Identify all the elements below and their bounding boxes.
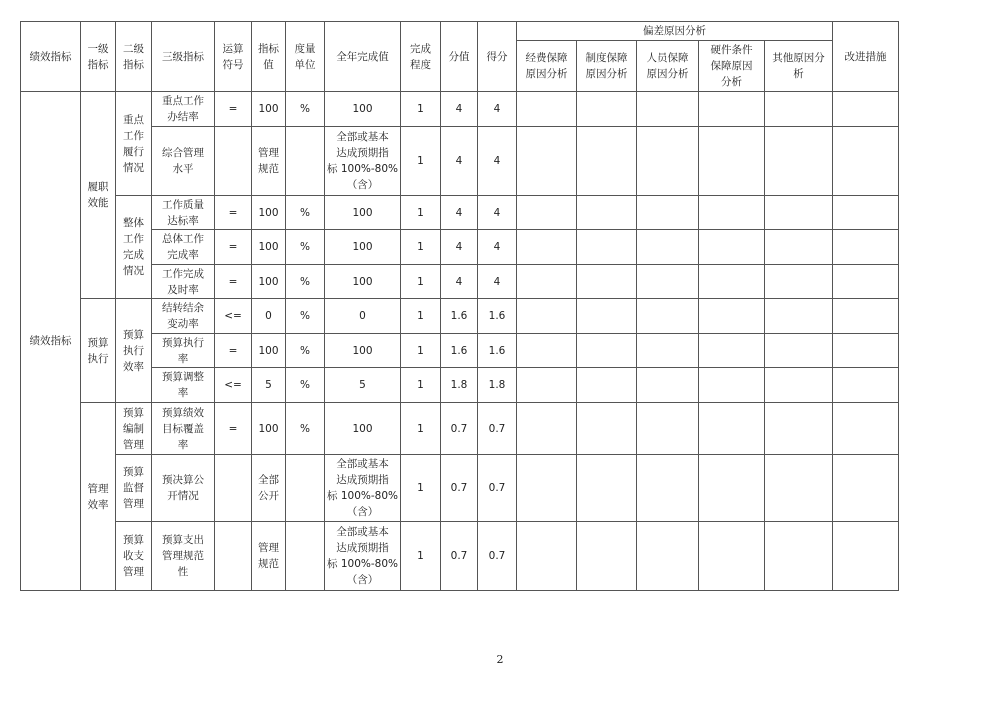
dev-funding-cell [517, 265, 577, 299]
l1-duty-efficiency: 履职 效能 [81, 92, 116, 299]
improvement-cell [833, 230, 899, 265]
header-deviation: 偏差原因分析 [517, 22, 833, 41]
target-cell: 100 [252, 334, 286, 368]
dev-system-cell [577, 368, 637, 403]
dev-hardware-cell [699, 196, 765, 230]
dev-hardware-cell [699, 265, 765, 299]
l3-cell: 预算调整 率 [152, 368, 215, 403]
annual-cell: 0 [325, 299, 401, 334]
improvement-cell [833, 368, 899, 403]
completion-cell: 1 [401, 299, 441, 334]
table-row [21, 265, 899, 299]
completion-cell: 1 [401, 334, 441, 368]
score-value-cell: 0.7 [441, 455, 478, 522]
dev-funding-cell [517, 92, 577, 127]
unit-cell: % [286, 265, 325, 299]
operator-cell: = [215, 230, 252, 265]
completion-cell: 1 [401, 92, 441, 127]
l3-cell: 总体工作 完成率 [152, 230, 215, 265]
score-cell: 4 [478, 127, 517, 196]
first-col-indicator: 绩效指标 [21, 92, 81, 591]
header-dev-funding: 经费保障 原因分析 [517, 41, 577, 92]
operator-cell: = [215, 265, 252, 299]
unit-cell: % [286, 299, 325, 334]
header-level2: 二级 指标 [116, 22, 152, 92]
l1-budget-execution: 预算 执行 [81, 299, 116, 403]
header-dev-staff: 人员保障 原因分析 [637, 41, 699, 92]
dev-staff-cell [637, 92, 699, 127]
dev-other-cell [765, 334, 833, 368]
score-value-cell: 1.8 [441, 368, 478, 403]
dev-other-cell [765, 299, 833, 334]
operator-cell: <= [215, 368, 252, 403]
unit-cell [286, 455, 325, 522]
l3-cell: 工作完成 及时率 [152, 265, 215, 299]
dev-funding-cell [517, 455, 577, 522]
score-cell: 0.7 [478, 455, 517, 522]
dev-system-cell [577, 265, 637, 299]
completion-cell: 1 [401, 522, 441, 591]
header-dev-hardware: 硬件条件 保障原因 分析 [699, 41, 765, 92]
dev-staff-cell [637, 196, 699, 230]
annual-cell: 100 [325, 403, 401, 455]
dev-system-cell [577, 522, 637, 591]
target-cell: 100 [252, 92, 286, 127]
table-row [21, 196, 899, 230]
operator-cell: = [215, 196, 252, 230]
dev-staff-cell [637, 299, 699, 334]
score-value-cell: 4 [441, 196, 478, 230]
header-improvement: 改进措施 [833, 22, 899, 92]
header-completion: 完成 程度 [401, 22, 441, 92]
table-row [21, 299, 899, 334]
dev-other-cell [765, 230, 833, 265]
header-level3: 三级指标 [152, 22, 215, 92]
annual-cell: 全部或基本 达成预期指 标 100%-80% （含） [325, 522, 401, 591]
header-unit: 度量 单位 [286, 22, 325, 92]
dev-hardware-cell [699, 403, 765, 455]
performance-table [20, 21, 899, 591]
target-cell: 100 [252, 230, 286, 265]
improvement-cell [833, 92, 899, 127]
table-row [21, 403, 899, 455]
dev-other-cell [765, 265, 833, 299]
annual-cell: 100 [325, 92, 401, 127]
header-score: 得分 [478, 22, 517, 92]
annual-cell: 5 [325, 368, 401, 403]
header-level1: 一级 指标 [81, 22, 116, 92]
score-value-cell: 4 [441, 230, 478, 265]
score-value-cell: 0.7 [441, 403, 478, 455]
l1-management-efficiency: 管理 效率 [81, 403, 116, 591]
score-value-cell: 0.7 [441, 522, 478, 591]
score-value-cell: 4 [441, 127, 478, 196]
table-row [21, 455, 899, 522]
dev-staff-cell [637, 334, 699, 368]
dev-other-cell [765, 403, 833, 455]
completion-cell: 1 [401, 230, 441, 265]
score-cell: 4 [478, 92, 517, 127]
l2-budget-compile: 预算 编制 管理 [116, 403, 152, 455]
dev-hardware-cell [699, 92, 765, 127]
dev-system-cell [577, 299, 637, 334]
score-cell: 1.6 [478, 334, 517, 368]
dev-staff-cell [637, 368, 699, 403]
target-cell: 0 [252, 299, 286, 334]
target-cell: 管理 规范 [252, 522, 286, 591]
annual-cell: 全部或基本 达成预期指 标 100%-80% （含） [325, 127, 401, 196]
operator-cell: = [215, 403, 252, 455]
unit-cell: % [286, 196, 325, 230]
l2-budget-revexp: 预算 收支 管理 [116, 522, 152, 591]
improvement-cell [833, 196, 899, 230]
annual-cell: 100 [325, 334, 401, 368]
dev-hardware-cell [699, 455, 765, 522]
operator-cell [215, 127, 252, 196]
dev-hardware-cell [699, 299, 765, 334]
page-number: 2 [496, 653, 504, 666]
dev-hardware-cell [699, 230, 765, 265]
header-operator: 运算 符号 [215, 22, 252, 92]
operator-cell: = [215, 334, 252, 368]
dev-hardware-cell [699, 127, 765, 196]
dev-staff-cell [637, 455, 699, 522]
completion-cell: 1 [401, 127, 441, 196]
operator-cell: <= [215, 299, 252, 334]
dev-system-cell [577, 92, 637, 127]
table-row [21, 368, 899, 403]
dev-other-cell [765, 196, 833, 230]
improvement-cell [833, 265, 899, 299]
l2-budget-supervise: 预算 监督 管理 [116, 455, 152, 522]
score-cell: 0.7 [478, 522, 517, 591]
annual-cell: 100 [325, 265, 401, 299]
unit-cell [286, 522, 325, 591]
score-value-cell: 1.6 [441, 334, 478, 368]
target-cell: 全部 公开 [252, 455, 286, 522]
l2-key-work: 重点 工作 履行 情况 [116, 92, 152, 196]
header-target: 指标 值 [252, 22, 286, 92]
completion-cell: 1 [401, 368, 441, 403]
table-row [21, 334, 899, 368]
score-cell: 4 [478, 230, 517, 265]
l3-cell: 预决算公 开情况 [152, 455, 215, 522]
unit-cell [286, 127, 325, 196]
l3-cell: 工作质量 达标率 [152, 196, 215, 230]
unit-cell: % [286, 230, 325, 265]
dev-funding-cell [517, 196, 577, 230]
l3-cell: 预算绩效 目标覆盖 率 [152, 403, 215, 455]
score-cell: 4 [478, 196, 517, 230]
dev-system-cell [577, 334, 637, 368]
score-cell: 0.7 [478, 403, 517, 455]
dev-staff-cell [637, 403, 699, 455]
improvement-cell [833, 403, 899, 455]
l3-cell: 预算支出 管理规范 性 [152, 522, 215, 591]
annual-cell: 全部或基本 达成预期指 标 100%-80% （含） [325, 455, 401, 522]
dev-system-cell [577, 455, 637, 522]
header-score-value: 分值 [441, 22, 478, 92]
score-cell: 1.6 [478, 299, 517, 334]
completion-cell: 1 [401, 265, 441, 299]
target-cell: 100 [252, 403, 286, 455]
dev-staff-cell [637, 230, 699, 265]
header-dev-system: 制度保障 原因分析 [577, 41, 637, 92]
target-cell: 100 [252, 265, 286, 299]
l3-cell: 预算执行 率 [152, 334, 215, 368]
unit-cell: % [286, 334, 325, 368]
l2-overall-work: 整体 工作 完成 情况 [116, 196, 152, 299]
dev-other-cell [765, 92, 833, 127]
dev-system-cell [577, 403, 637, 455]
table-row [21, 127, 899, 196]
target-cell: 5 [252, 368, 286, 403]
table-row [21, 230, 899, 265]
table-row [21, 522, 899, 591]
annual-cell: 100 [325, 230, 401, 265]
header-annual-value: 全年完成值 [325, 22, 401, 92]
dev-hardware-cell [699, 334, 765, 368]
annual-cell: 100 [325, 196, 401, 230]
dev-funding-cell [517, 522, 577, 591]
l3-cell: 重点工作 办结率 [152, 92, 215, 127]
improvement-cell [833, 127, 899, 196]
improvement-cell [833, 455, 899, 522]
dev-funding-cell [517, 403, 577, 455]
dev-funding-cell [517, 230, 577, 265]
dev-staff-cell [637, 522, 699, 591]
dev-other-cell [765, 368, 833, 403]
completion-cell: 1 [401, 196, 441, 230]
dev-staff-cell [637, 127, 699, 196]
dev-system-cell [577, 230, 637, 265]
header-indicator: 绩效指标 [21, 22, 81, 92]
dev-system-cell [577, 196, 637, 230]
operator-cell [215, 455, 252, 522]
target-cell: 管理 规范 [252, 127, 286, 196]
dev-hardware-cell [699, 368, 765, 403]
improvement-cell [833, 334, 899, 368]
dev-funding-cell [517, 334, 577, 368]
score-value-cell: 4 [441, 265, 478, 299]
score-cell: 4 [478, 265, 517, 299]
dev-funding-cell [517, 299, 577, 334]
improvement-cell [833, 522, 899, 591]
unit-cell: % [286, 368, 325, 403]
table-row [21, 92, 899, 127]
completion-cell: 1 [401, 403, 441, 455]
l3-cell: 结转结余 变动率 [152, 299, 215, 334]
completion-cell: 1 [401, 455, 441, 522]
dev-other-cell [765, 127, 833, 196]
unit-cell: % [286, 403, 325, 455]
dev-funding-cell [517, 368, 577, 403]
unit-cell: % [286, 92, 325, 127]
score-value-cell: 4 [441, 92, 478, 127]
dev-funding-cell [517, 127, 577, 196]
score-value-cell: 1.6 [441, 299, 478, 334]
dev-hardware-cell [699, 522, 765, 591]
l2-budget-exec-efficiency: 预算 执行 效率 [116, 299, 152, 403]
target-cell: 100 [252, 196, 286, 230]
score-cell: 1.8 [478, 368, 517, 403]
header-dev-other: 其他原因分 析 [765, 41, 833, 92]
dev-system-cell [577, 127, 637, 196]
improvement-cell [833, 299, 899, 334]
operator-cell: = [215, 92, 252, 127]
operator-cell [215, 522, 252, 591]
dev-other-cell [765, 455, 833, 522]
dev-other-cell [765, 522, 833, 591]
dev-staff-cell [637, 265, 699, 299]
l3-cell: 综合管理 水平 [152, 127, 215, 196]
